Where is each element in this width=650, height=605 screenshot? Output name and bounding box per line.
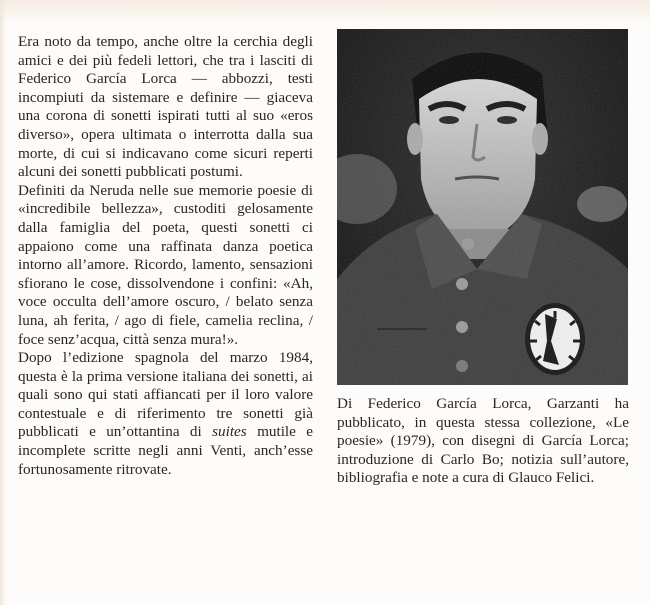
author-portrait-photo xyxy=(337,29,628,385)
caption-text: Di Federico García Lorca, Garzanti ha pubblicato, in questa stessa collezione, «Le poesie» (1979), con disegni di García Lorca; introduzione di Carlo Bo; notizia sull’autore, bibliografia e note a cura di Glauco Felici. xyxy=(337,395,629,487)
paragraph-edition-part2: mutile e incomplete scritte negli anni Venti, anch’esse fortunosamente ritrovate. xyxy=(18,423,313,478)
paragraph-intro: Era noto da tempo, anche oltre la cerchia degli amici e dei più fedeli lettori, che tra i lasciti di Federico García Lorca — abbozzi, testi incompiuti da sistemare e definire — giaceva una corona di sonetti ispirati tutti al suo «eros diverso», opera ultimata o interrotta dalla sua morte, di cui si indicavano come sicuri reperti alcuni dei sonetti pubblicati postumi. xyxy=(18,33,313,181)
page-left-edge xyxy=(0,0,6,605)
paragraph-edition xyxy=(18,349,313,479)
italic-suites: suites xyxy=(212,423,247,441)
page-top-tint xyxy=(0,0,650,26)
publisher-note-caption xyxy=(337,395,629,488)
portrait-illustration xyxy=(337,29,628,385)
paragraph-neruda: Definiti da Neruda nelle sue memorie poesie di «incredibile bellezza», custoditi gelosamente dalla famiglia del poeta, questi sonetti ci appaiono come una raffinata danza poetica intorno all’amore. Ricordo, lamento, sensazioni sfiorano le cose, dissolvendone i confini: «Ah, voce occulta dell’amore oscuro, / belato senza luna, ah ferita, / ago di fiele, camelia reclina, / foce senz’acqua, città senza mura!». xyxy=(18,181,313,348)
blurb-text-column xyxy=(18,33,313,479)
paragraph-edition-part1: Dopo l’edizione spagnola del marzo 1984, questa è la prima versione italiana dei sonetti, ai quali sono qui stati affiancati per il loro valore contestuale e di riferimento tre sonetti già pubblicati e un’ottantina di xyxy=(18,349,313,441)
